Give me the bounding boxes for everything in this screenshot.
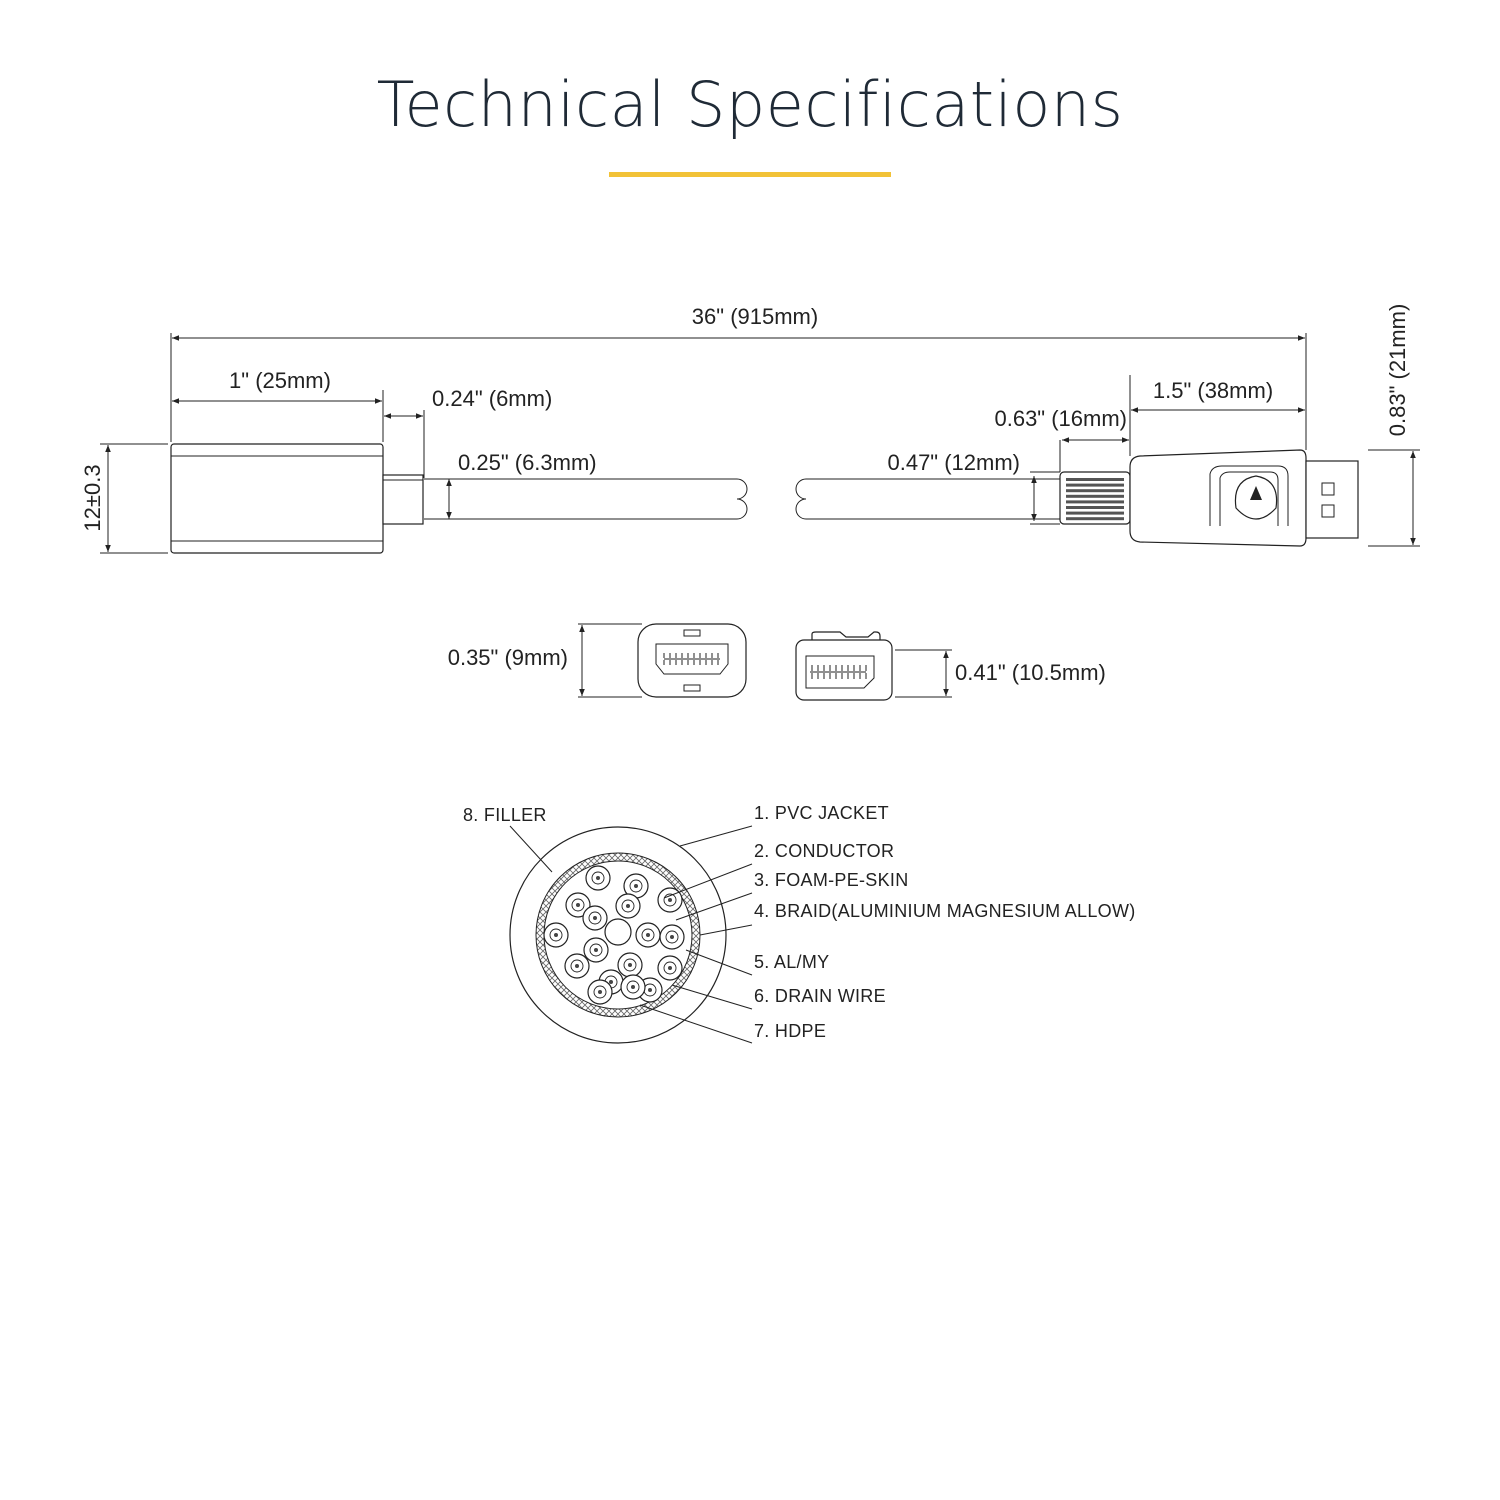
conductor-strand (596, 876, 600, 880)
dp-face (796, 640, 892, 700)
female-housing-length-label: 1" (25mm) (229, 368, 331, 393)
layer-label-foam-pe-skin: 3. FOAM-PE-SKIN (754, 870, 909, 890)
conductor-strand (609, 980, 613, 984)
conductor-strand (646, 933, 650, 937)
layer-label-hdpe: 7. HDPE (754, 1021, 827, 1041)
female-strain-relief (383, 475, 423, 524)
male-body-length-label: 1.5" (38mm) (1152, 378, 1274, 403)
male-boot-diameter-label: 0.47" (12mm) (887, 450, 1020, 475)
layer-label-conductor: 2. CONDUCTOR (754, 841, 895, 861)
male-strain-relief-label: 0.63" (16mm) (994, 406, 1127, 431)
cable-cross-section (463, 803, 1136, 1043)
conductor-strand (594, 948, 598, 952)
conductor-strand (576, 903, 580, 907)
dp-face-latch-top (812, 632, 880, 640)
conductor-strand (554, 933, 558, 937)
conductor-strand (626, 904, 630, 908)
conductor-strand (668, 966, 672, 970)
conductor-strand (593, 916, 597, 920)
overall-length-label: 36" (915mm) (691, 304, 819, 329)
layer-label-filler: 8. FILLER (463, 805, 547, 825)
boot-rib (1066, 495, 1124, 498)
dp-face-height-label: 0.41" (10.5mm) (955, 660, 1106, 685)
conductor-strand (670, 935, 674, 939)
page-title: Technical Specifications (376, 68, 1124, 141)
leader-line (680, 826, 752, 846)
boot-rib (1066, 478, 1124, 481)
conductor-strand (648, 988, 652, 992)
boot-rib (1066, 500, 1124, 503)
boot-rib (1066, 506, 1124, 509)
hdpe-center (605, 919, 631, 945)
mini-dp-face-height-label: 0.35" (9mm) (447, 645, 568, 670)
male-connector-body (1130, 450, 1306, 546)
face-views (448, 624, 1106, 700)
layer-label-drain-wire: 6. DRAIN WIRE (754, 986, 886, 1006)
conductor-strand (628, 963, 632, 967)
boot-rib (1066, 484, 1124, 487)
leader-line (510, 826, 552, 872)
conductor-strand (575, 964, 579, 968)
conductor-strand (598, 990, 602, 994)
male-plug-tip (1306, 461, 1358, 538)
conductor-strand (631, 985, 635, 989)
conductor-strand (668, 898, 672, 902)
mini-dp-face (638, 624, 746, 697)
cable-left-segment (424, 479, 747, 519)
conductor-strand (634, 884, 638, 888)
cable-right-segment (796, 479, 1060, 519)
layer-label-pvc-jacket: 1. PVC JACKET (754, 803, 889, 823)
boot-rib (1066, 512, 1124, 515)
female-strain-relief-label: 0.24" (6mm) (432, 386, 553, 411)
male-height-label: 0.83" (21mm) (1385, 303, 1410, 437)
boot-rib (1066, 517, 1124, 520)
layer-label-al-my: 5. AL/MY (754, 952, 830, 972)
cable-diameter-label: 0.25" (6.3mm) (458, 450, 597, 475)
boot-rib (1066, 489, 1124, 492)
female-connector-housing (171, 444, 383, 553)
side-view (80, 304, 1420, 553)
layer-label-braid: 4. BRAID(ALUMINIUM MAGNESIUM ALLOW) (754, 901, 1136, 921)
female-height-label: 12±0.3 (80, 464, 105, 532)
